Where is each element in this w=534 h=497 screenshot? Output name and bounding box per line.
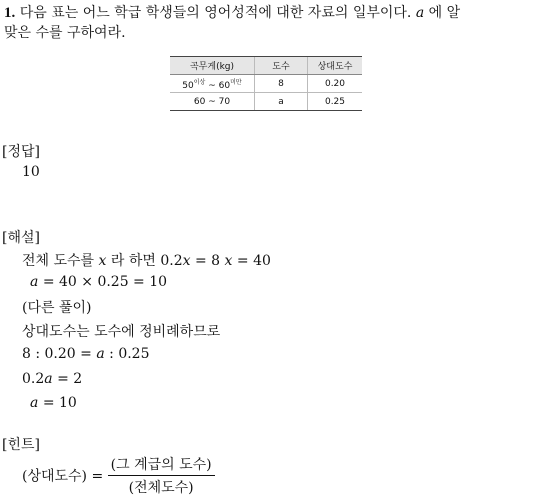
- class-interval-cell: $50^{이상}$ ~ $60^{미만}$: [170, 75, 255, 93]
- answer-value: 10: [22, 164, 40, 180]
- explanation-line-4: 상대도수는 도수에 정비례하므로: [22, 324, 221, 340]
- explanation-title: [해설]: [2, 230, 40, 246]
- col-header-frequency: 도수: [255, 57, 308, 75]
- question-number: 1.: [4, 5, 16, 21]
- question-text-line2: 맞은 수를 구하여라.: [4, 25, 126, 41]
- frequency-cell: 8: [255, 75, 308, 93]
- explanation-line-3: (다른 풀이): [22, 300, 92, 316]
- explanation-line-2: a = 40 × 0.25 = 10: [30, 274, 168, 290]
- question-line-2: [4, 22, 126, 42]
- frequency-table: [170, 56, 362, 111]
- question-line-1: [4, 2, 460, 22]
- explanation-line-5: 8 : 0.20 = a : 0.25: [22, 346, 150, 362]
- hint-formula: [22, 454, 215, 497]
- hint-title: [힌트]: [2, 437, 40, 453]
- frequency-cell: a: [255, 93, 308, 111]
- table-header-row: [170, 57, 362, 75]
- hint-formula-lhs: (상대도수) =: [22, 468, 104, 485]
- hint-fraction: [108, 454, 215, 497]
- explanation-line-1: 전체 도수를 x 라 하면 0.2x = 8 x = 40: [22, 253, 271, 269]
- col-header-class: 곡무게(kg): [170, 57, 255, 75]
- answer-title: [정답]: [2, 144, 40, 160]
- table-row: [170, 93, 362, 111]
- table-row: [170, 75, 362, 93]
- question-text: 다음 표는 어느 학급 학생들의 영어성적에 대한 자료의 일부이다.: [19, 5, 412, 21]
- explanation-line-6: 0.2a = 2: [22, 371, 83, 387]
- variable-a: a: [415, 5, 425, 21]
- question-text-tail: 에 알: [428, 5, 461, 21]
- relative-frequency-cell: 0.25: [308, 93, 363, 111]
- class-interval-cell: 60 ~ 70: [170, 93, 255, 111]
- explanation-line-7: a = 10: [30, 395, 77, 411]
- hint-numerator: (그 계급의 도수): [108, 454, 215, 476]
- hint-denominator: (전체도수): [128, 480, 194, 496]
- relative-frequency-cell: 0.20: [308, 75, 363, 93]
- col-header-relative-frequency: 상대도수: [308, 57, 363, 75]
